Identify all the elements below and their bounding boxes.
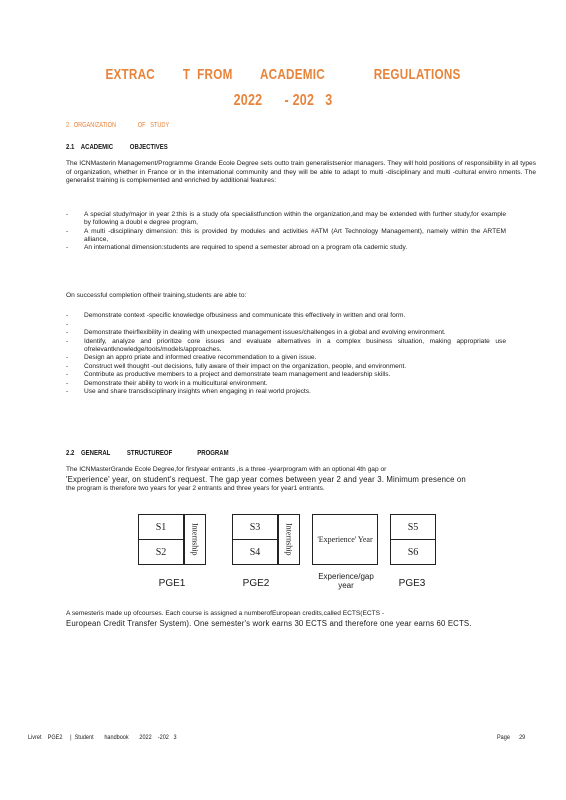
subsection-heading-academic-objectives: 2.1 ACADEMIC OBJECTIVES (66, 142, 168, 151)
outcomes-list (66, 312, 506, 397)
experience-year-box: 'Experience' Year (312, 514, 378, 565)
subsection-heading-general-structure: 2.2 GENERAL STRUCTUREOF PROGRAM (66, 448, 229, 457)
semester-s5-box: S5 (390, 514, 436, 540)
list-item: - Demonstrate their ability to work in a multicultural environment. (66, 380, 506, 388)
internship-label-1: Internship (190, 523, 200, 556)
program-structure-diagram (136, 512, 436, 602)
list-item: - Construct well thought -out decisions, fully aware of their impact on the organization, people, and environment. (66, 363, 506, 371)
pge3-label: PGE3 (398, 578, 426, 589)
document-title: EXTRAC T FROM ACADEMIC REGULATIONS (105, 66, 461, 83)
intro-paragraph: The ICNMasterin Management/Programme Grande Ecole Degree sets outto train generalistsenior managers. They will hold positions of responsibility in all types of organization, whether in France or in the international community and they will be able to adapt to multi -disciplinary and multi -cultural enviro nments. The generalist training is complemented and enriched by additional features: (66, 160, 536, 185)
pge1-label: PGE1 (158, 578, 186, 589)
structure-line-1: The ICNMasterGrande Ecole Degree,for firstyear entrants ,is a three -yearprogram with an optional 4th gap or (66, 466, 387, 473)
completion-intro: On successful completion oftheir training,students are able to: (66, 292, 247, 299)
structure-line-2: 'Experience' year, on student's request. The gap year comes between year 2 and year 3. Minimum presence on (66, 474, 466, 484)
semester-s3-box: S3 (232, 514, 278, 540)
list-item: - Demonstrate theirflexibility in dealing with unexpected management issues/challenges in a global and evolving environment. (66, 329, 506, 337)
list-item: - Use and share transdisciplinary insights when engaging in real world projects. (66, 388, 506, 396)
semester-s1-box: S1 (138, 514, 184, 540)
list-item: - An international dimension:students are required to spend a semester abroad on a program ofa cademic study. (66, 244, 506, 252)
internship-box-2 (278, 514, 300, 565)
gap-year-label: Experience/gap year (318, 572, 374, 590)
semester-s4-box: S4 (232, 539, 278, 565)
list-item: - Contribute as productive members to a project and demonstrate team management and leadership skills. (66, 371, 506, 379)
footer-left: Livret PGE2 | Student handbook 2022 -202 3 (28, 734, 177, 741)
list-item: - A multi -disciplinary dimension: this is provided by modules and activities #ATM (Art Technology Management), namely within the ARTEM alliance, (66, 228, 506, 244)
structure-paragraph (66, 466, 536, 493)
pge2-label: PGE2 (242, 578, 270, 589)
ects-paragraph (66, 610, 536, 629)
document-year: 2022 - 202 3 (233, 92, 333, 109)
list-item: - Identify, analyze and prioritize core issues and evaluate alternatives in a complex business situation, making appropriate use ofrelevantknowledge/tools/models/approaches. (66, 338, 506, 354)
list-item (66, 321, 506, 329)
ects-line-2: European Credit Transfer System). One semester's work earns 30 ECTS and therefore one year earns 60 ECTS. (66, 618, 472, 628)
semester-s6-box: S6 (390, 539, 436, 565)
features-list (66, 211, 506, 253)
internship-label-2: Internship (284, 523, 294, 556)
semester-s2-box: S2 (138, 539, 184, 565)
list-item: - A special study/major in year 2:this is a study ofa specialistfunction within the organization,and may be extended with further study,for example by following a doubl e degree program, (66, 211, 506, 227)
ects-line-1: A semesteris made up ofcourses. Each course is assigned a numberofEuropean credits,called ECTS(ECTS - (66, 610, 385, 617)
section-heading-organization: 2. ORGANIZATION OF STUDY (66, 122, 170, 129)
page-number: Page 29 (497, 734, 526, 741)
structure-line-3: the program is therefore two years for year 2 entrants and three years for year1 entrants. (66, 484, 325, 492)
internship-box-1 (184, 514, 206, 565)
list-item: - Design an appro priate and informed creative recommendation to a given issue. (66, 354, 506, 362)
list-item: - Demonstrate context -specific knowledge ofbusiness and communicate this effectively in written and oral form. (66, 312, 506, 320)
